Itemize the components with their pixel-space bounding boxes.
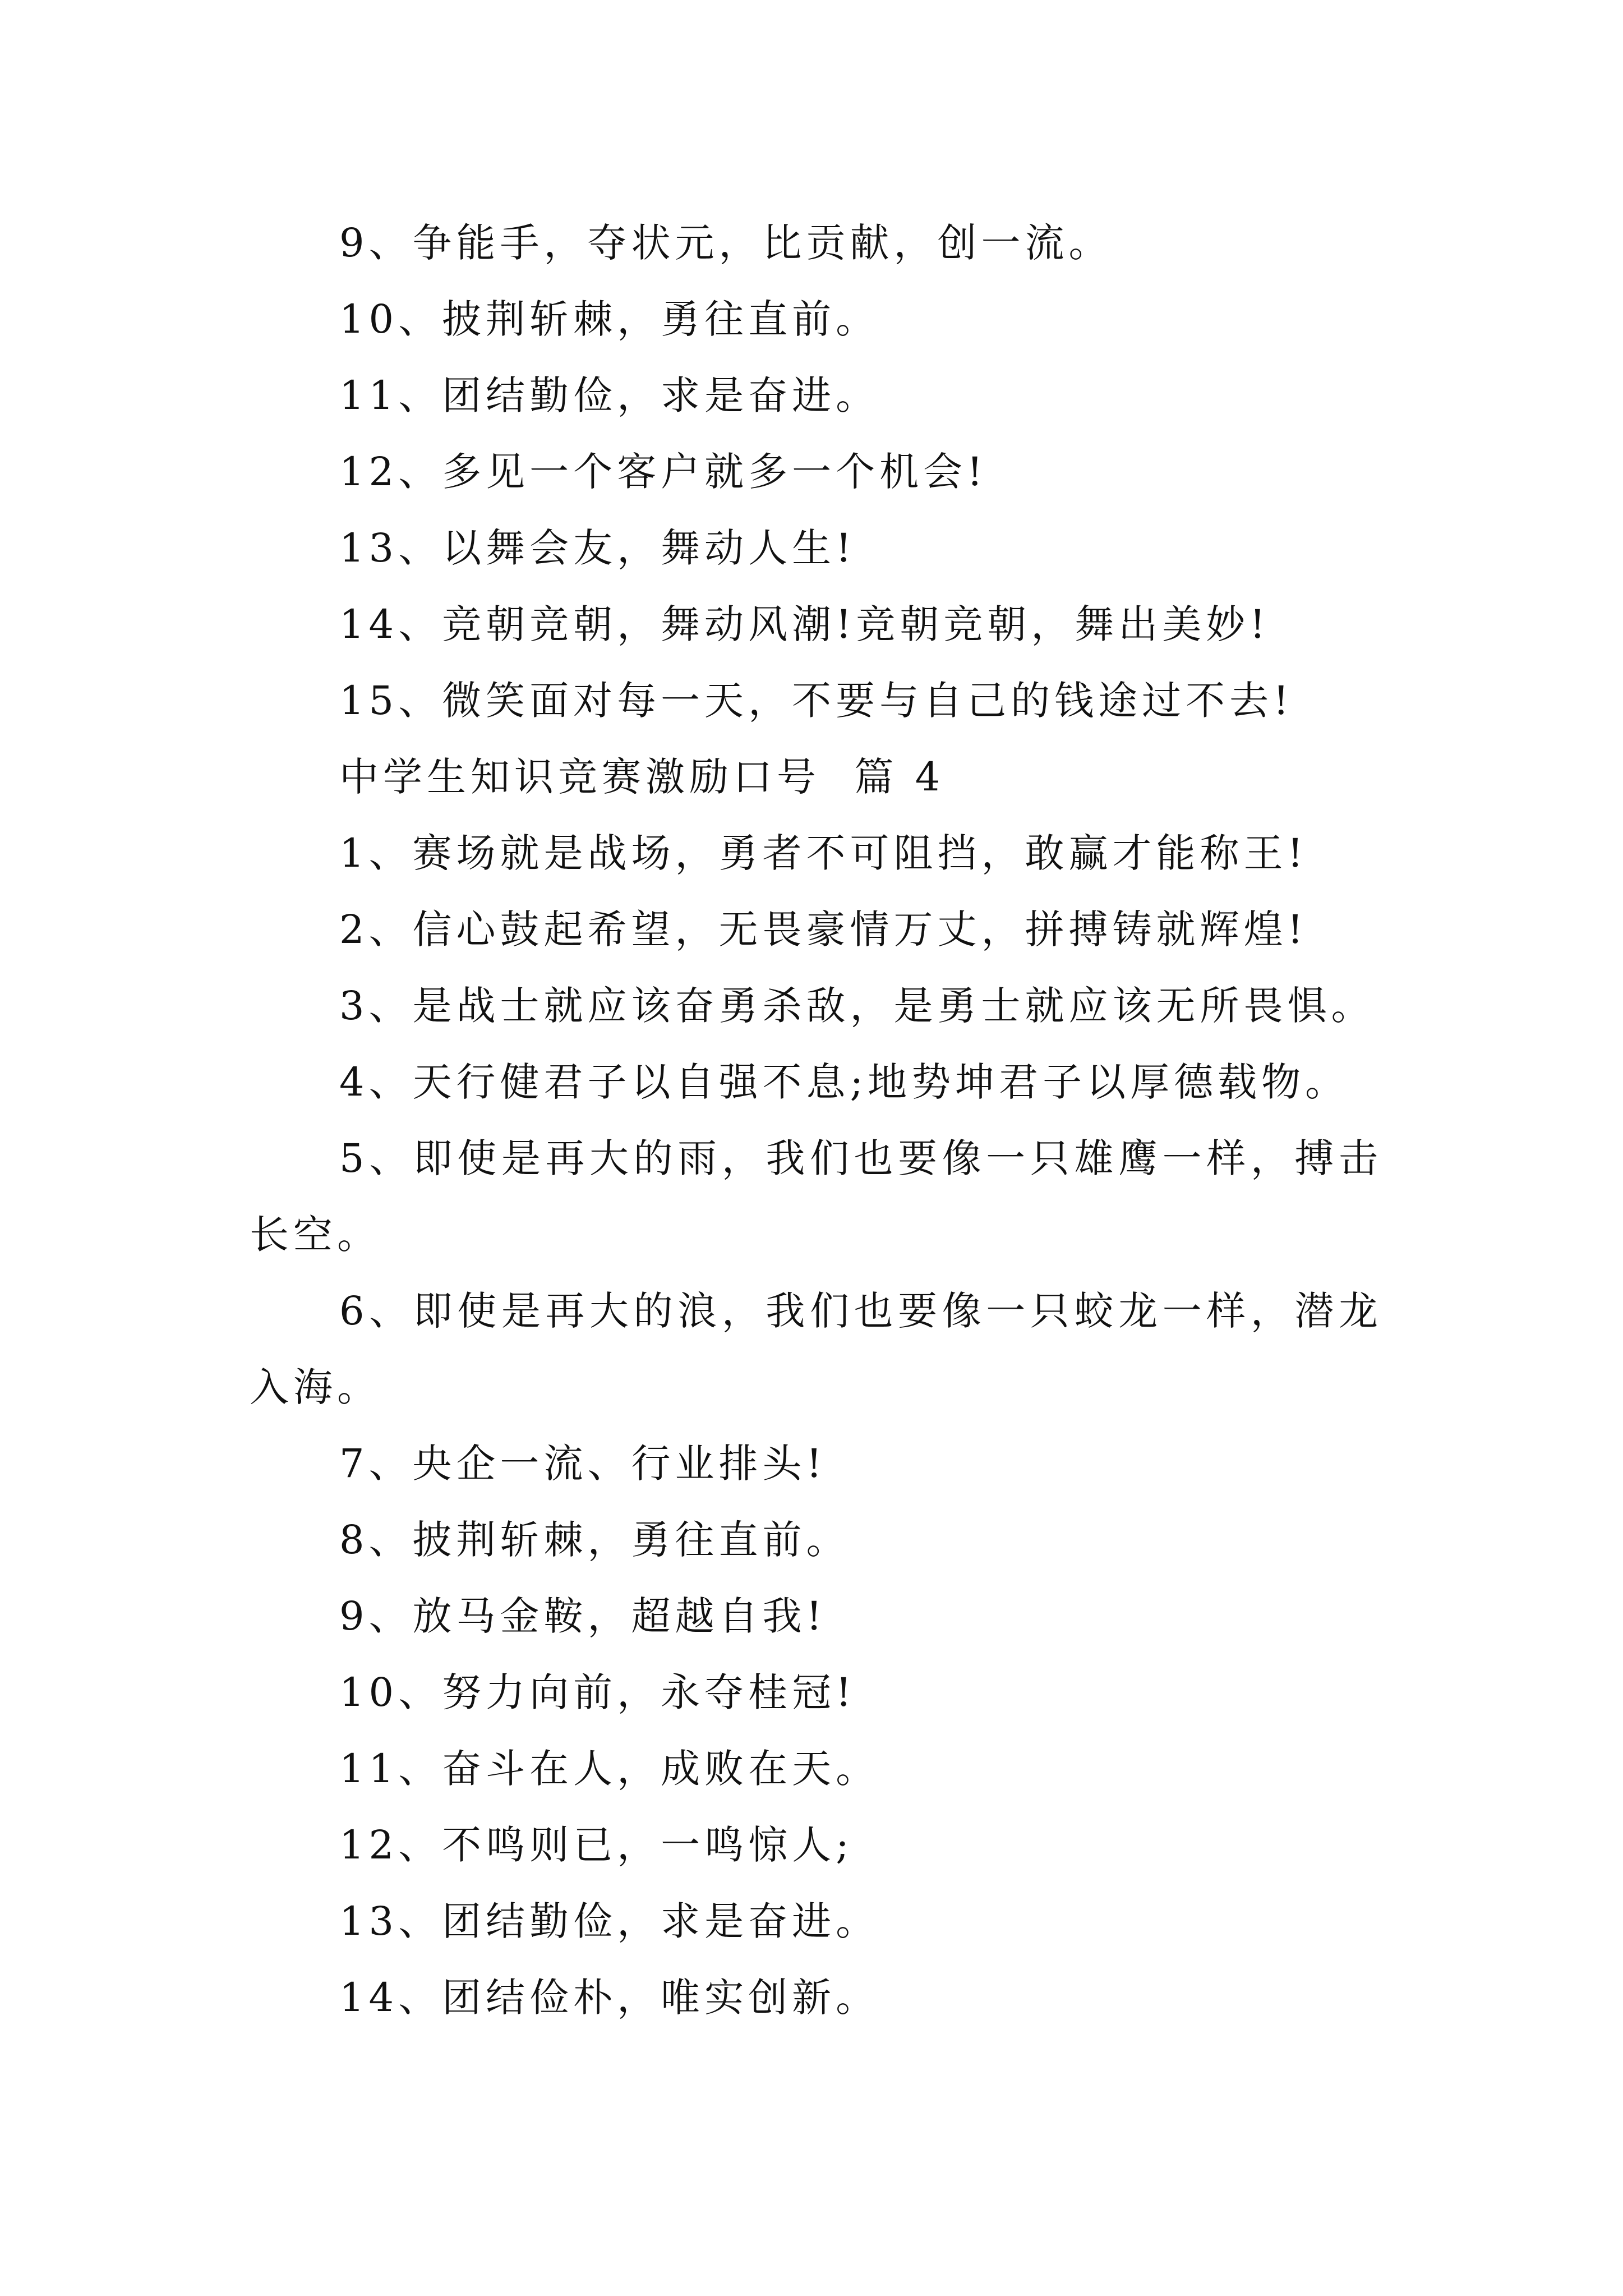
slogan-line: 9、争能手，夺状元，比贡献，创一流。 [339,220,1113,266]
slogan-line: 6、即使是再大的浪，我们也要像一只蛟龙一样，潜龙入海。 [250,1288,1382,1410]
section-heading: 中学生知识竞赛激励口号 篇 4 [339,754,945,800]
slogan-line: 14、团结俭朴，唯实创新。 [339,1975,880,2021]
slogan-line: 13、团结勤俭，求是奋进。 [339,1898,880,1944]
slogan-line: 3、是战士就应该奋勇杀敌，是勇士就应该无所畏惧。 [339,983,1375,1029]
slogan-line: 10、披荆斩棘，勇往直前。 [339,296,880,342]
slogan-line: 2、信心鼓起希望，无畏豪情万丈，拼搏铸就辉煌! [339,907,1308,953]
slogan-line: 15、微笑面对每一天，不要与自己的钱途过不去! [339,678,1294,724]
slogan-line: 13、以舞会友，舞动人生! [339,525,856,571]
slogan-line: 14、竞朝竞朝，舞动风潮!竞朝竞朝，舞出美妙! [339,601,1270,647]
slogan-line: 12、多见一个客户就多一个机会! [339,449,988,495]
slogan-line: 8、披荆斩棘，勇往直前。 [339,1517,850,1563]
slogan-line: 4、天行健君子以自强不息;地势坤君子以厚德载物。 [339,1059,1349,1105]
slogan-line: 5、即使是再大的雨，我们也要像一只雄鹰一样，搏击长空。 [250,1135,1382,1258]
slogan-line: 11、奋斗在人，成败在天。 [339,1746,880,1792]
document-body [250,205,1382,2036]
slogan-line: 9、放马金鞍，超越自我! [339,1593,827,1639]
slogan-line: 1、赛场就是战场，勇者不可阻挡，敢赢才能称王! [339,830,1308,876]
slogan-line: 10、努力向前，永夺桂冠! [339,1669,856,1715]
slogan-line: 7、央企一流、行业排头! [339,1441,827,1487]
slogan-line: 12、不鸣则已，一鸣惊人; [339,1822,854,1868]
slogan-line: 11、团结勤俭，求是奋进。 [339,372,880,418]
